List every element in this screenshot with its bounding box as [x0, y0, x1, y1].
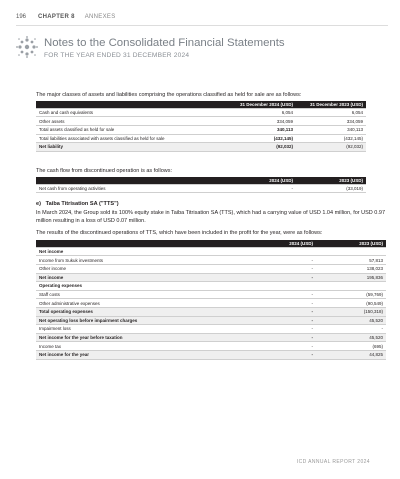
cash-flow-table: [36, 177, 366, 193]
row-label: Total assets classified as held for sale: [36, 125, 226, 134]
value-2024: (432,145): [226, 134, 296, 143]
row-label: Other assets: [36, 117, 226, 126]
table-header-cell: 2024 (USD): [246, 240, 316, 247]
table-row: [36, 117, 366, 126]
value-2024: -: [246, 350, 316, 359]
value-2023: (695): [316, 342, 386, 351]
value-2024: -: [246, 316, 316, 325]
page-subtitle: FOR THE YEAR ENDED 31 DECEMBER 2024: [44, 52, 190, 59]
value-2023: 57,813: [316, 256, 386, 265]
value-2023: (90,549): [316, 299, 386, 308]
table-header-cell: 2023 (USD): [316, 240, 386, 247]
table-row: [36, 273, 386, 282]
table-row: [36, 342, 386, 351]
value-2024: 6,054: [226, 108, 296, 117]
table-header-cell: 31 December 2024 (USD): [226, 101, 296, 108]
tts-results-intro: The results of the discontinued operations of TTS, which have been included in the profit for the year, were as follows:: [36, 230, 323, 236]
value-2023: (432,145): [296, 134, 366, 143]
table-row: [36, 134, 366, 143]
section-e-label: e): [36, 201, 41, 207]
section-e-heading: [36, 201, 119, 207]
value-2024: -: [246, 290, 316, 299]
value-2023: (59,769): [316, 290, 386, 299]
row-label: Net operating loss before impairment charges: [36, 316, 246, 325]
table-row: [36, 264, 386, 273]
row-label: Net income for the year: [36, 350, 246, 359]
intro-cash-flow: The cash flow from discontinued operation is as follows:: [36, 168, 173, 174]
table-row: [36, 125, 366, 134]
value-2023: 44,825: [316, 350, 386, 359]
value-2024: -: [246, 325, 316, 334]
row-label: Cash and cash equivalents: [36, 108, 226, 117]
value-2023: 45,520: [316, 316, 386, 325]
value-2024: [246, 282, 316, 291]
table-row: [36, 350, 386, 359]
tts-sale-paragraph: In March 2024, the Group sold its 100% equity stake in Taiba Titrisation SA (TTS), which had a carrying value of USD 1.04 million, for USD 0.97 million resulting in a loss of USD 0.07 million.: [36, 210, 386, 224]
row-label: Net cash from operating activities: [36, 184, 226, 193]
value-2024: [246, 247, 316, 256]
row-label: Other administrative expenses: [36, 299, 246, 308]
row-label: Staff costs: [36, 290, 246, 299]
tts-results-table: [36, 240, 386, 360]
value-2024: (92,032): [226, 143, 296, 152]
row-label: Net income: [36, 247, 246, 256]
row-label: Income tax: [36, 342, 246, 351]
table-row: [36, 108, 366, 117]
row-label: Operating expenses: [36, 282, 246, 291]
row-label: Net income: [36, 273, 246, 282]
table-row: [36, 307, 386, 316]
row-label: Total liabilities associated with assets classified as held for sale: [36, 134, 226, 143]
table-row: [36, 333, 386, 342]
value-2024: -: [246, 307, 316, 316]
value-2023: -: [316, 325, 386, 334]
held-for-sale-table: [36, 101, 366, 152]
value-2024: -: [246, 264, 316, 273]
value-2024: -: [246, 256, 316, 265]
table-row: [36, 282, 386, 291]
section-e-title: Taiba Titrisation SA ("TTS"): [45, 201, 119, 207]
table-row: [36, 247, 386, 256]
value-2023: 6,054: [296, 108, 366, 117]
table-row: [36, 299, 386, 308]
table-header-cell: 2023 (USD): [296, 177, 366, 184]
header-divider: [16, 25, 388, 26]
value-2023: 334,059: [296, 117, 366, 126]
table-row: [36, 184, 366, 193]
section-label: ANNEXES: [84, 14, 116, 20]
row-label: Impairment loss: [36, 325, 246, 334]
value-2023: (92,032): [296, 143, 366, 152]
logo-icon: [16, 36, 38, 58]
row-label: Total operating expenses: [36, 307, 246, 316]
intro-held-for-sale: The major classes of assets and liabilities comprising the operations classified as held for sale are as follows:: [36, 92, 302, 98]
table-header-cell: [36, 101, 226, 108]
table-row: [36, 316, 386, 325]
chapter-label: CHAPTER 8: [38, 14, 75, 20]
value-2023: 45,520: [316, 333, 386, 342]
table-row: [36, 143, 366, 152]
page-number: 196: [16, 14, 27, 20]
row-label: Other income: [36, 264, 246, 273]
value-2024: 340,113: [226, 125, 296, 134]
value-2023: [316, 282, 386, 291]
value-2023: (33,019): [296, 184, 366, 193]
table-header-cell: [36, 177, 226, 184]
row-label: Net liability: [36, 143, 226, 152]
table-header-cell: 2024 (USD): [226, 177, 296, 184]
value-2024: -: [246, 273, 316, 282]
page-header: [16, 14, 116, 20]
table-header-cell: 31 December 2023 (USD): [296, 101, 366, 108]
value-2023: 138,023: [316, 264, 386, 273]
table-row: [36, 290, 386, 299]
page-footer: ICD ANNUAL REPORT 2024: [296, 459, 370, 465]
value-2023: 340,113: [296, 125, 366, 134]
value-2024: -: [246, 333, 316, 342]
value-2023: (150,318): [316, 307, 386, 316]
value-2024: -: [246, 299, 316, 308]
value-2024: 334,059: [226, 117, 296, 126]
row-label: Net income for the year before taxation: [36, 333, 246, 342]
value-2024: -: [226, 184, 296, 193]
value-2024: -: [246, 342, 316, 351]
value-2023: [316, 247, 386, 256]
table-row: [36, 325, 386, 334]
value-2023: 195,836: [316, 273, 386, 282]
page-title: Notes to the Consolidated Financial Statements: [44, 37, 285, 49]
table-header-cell: [36, 240, 246, 247]
table-row: [36, 256, 386, 265]
row-label: Income from Sukuk investments: [36, 256, 246, 265]
